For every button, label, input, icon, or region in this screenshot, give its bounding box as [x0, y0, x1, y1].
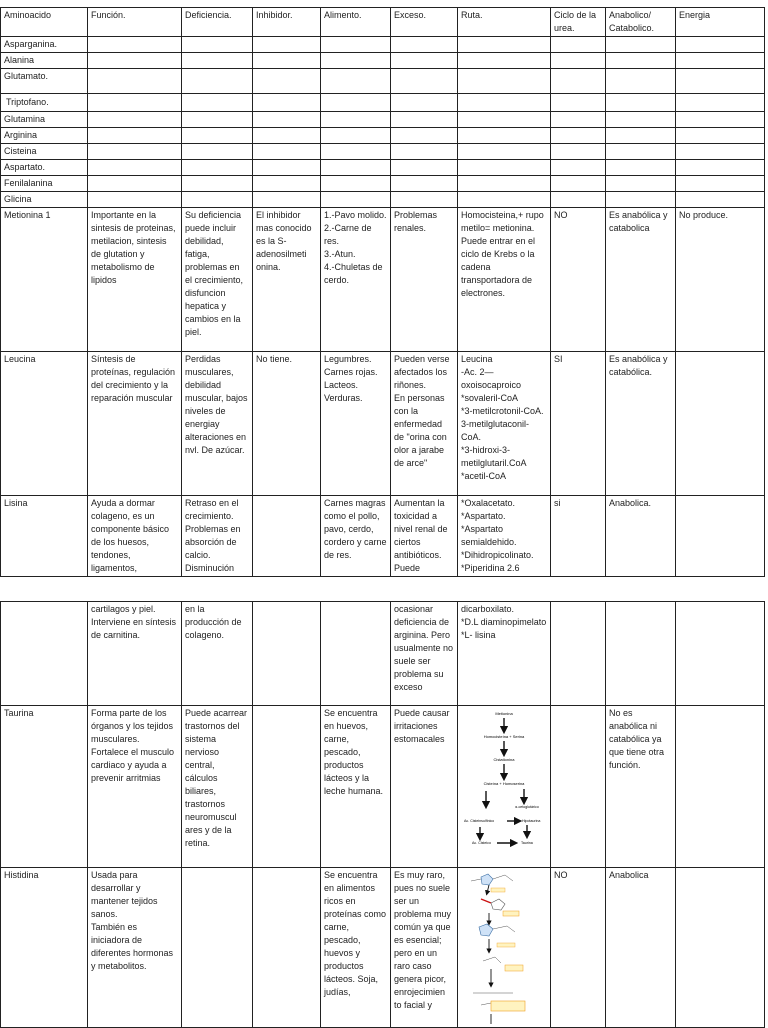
- cell-alimento: Se encuentra en huevos, carne, pescado, productos lácteos y la leche humana.: [321, 706, 391, 868]
- table-row-taurina: [1, 706, 765, 868]
- table-row: [1, 160, 765, 176]
- cell-deficiencia: Su deficiencia puede incluir debilidad, fatiga, problemas en el crecimiento, disfuncion hepatica y cambios en la piel.: [182, 208, 253, 352]
- row-name: Glicina: [1, 192, 88, 208]
- row-name: Triptofano.: [1, 94, 88, 112]
- cell-name: Taurina: [1, 706, 88, 868]
- cell-alimento: Se encuentra en alimentos ricos en proteínas como carne, pescado, huevos y productos lácteos. Soja, judías,: [321, 868, 391, 1028]
- header-alimento: Alimento.: [321, 8, 391, 37]
- cell-name: Lisina: [1, 496, 88, 577]
- cell-inhibidor: El inhibidor mas conocido es la S-adenosilmeti onina.: [253, 208, 321, 352]
- taurine-pathway-diagram: [458, 706, 551, 868]
- table-row-leucina: [1, 352, 765, 496]
- histidine-pathway-svg: [461, 869, 547, 1025]
- cell-name: Metionina 1: [1, 208, 88, 352]
- cell-funcion: Forma parte de los órganos y los tejidos musculares. Fortalece el musculo cardiaco y ayuda a prevenir arritmias: [88, 706, 182, 868]
- row-name: Cisteina: [1, 144, 88, 160]
- cell-anabolico: No es anabólica ni catabólica ya que tiene otra función.: [606, 706, 676, 868]
- cell-ruta: Homocisteina,+ rupo metilo= metionina. Puede entrar en el ciclo de Krebs o la cadena transportadora de electrones.: [458, 208, 551, 352]
- pathway-step: Homocisteína + Serina: [483, 734, 525, 739]
- cell-exceso: Pueden verse afectados los riñones. En personas con la enfermedad de "orina con olor a jarabe de arce": [391, 352, 458, 496]
- cell-alimento: Carnes magras como el pollo, pavo, cerdo, cordero y carne de res.: [321, 496, 391, 577]
- taurine-pathway-svg: [461, 707, 547, 862]
- cell-anabolico: Anabolica: [606, 868, 676, 1028]
- pathway-step: Metionina: [495, 711, 513, 716]
- table-row: [1, 112, 765, 128]
- cell-funcion: Importante en la sintesis de proteinas, metilacion, sintesis de glutation y metabolismo de lipidos: [88, 208, 182, 352]
- header-deficiencia: Deficiencia.: [182, 8, 253, 37]
- row-name: Arginina: [1, 128, 88, 144]
- cell-name: Leucina: [1, 352, 88, 496]
- table-row-lisina: [1, 496, 765, 577]
- cell-ruta: dicarboxilato. *D.L diaminopimelato *L- lisina: [458, 602, 551, 706]
- table-row: [1, 37, 765, 53]
- cell-energia: [676, 496, 765, 577]
- row-name: Fenilalanina: [1, 176, 88, 192]
- pathway-step: Taurina: [521, 841, 533, 845]
- cell-anabolico: Es anabólica y catabolica: [606, 208, 676, 352]
- pathway-step: Hipotaurina: [522, 819, 541, 823]
- table-row: [1, 176, 765, 192]
- header-funcion: Función.: [88, 8, 182, 37]
- table-row-lisina-continued: [1, 602, 765, 706]
- table-row: [1, 128, 765, 144]
- table-row-metionina: [1, 208, 765, 352]
- pathway-step: Ac. Cisteico: [472, 841, 491, 845]
- cell-funcion: Usada para desarrollar y mantener tejidos sanos. También es iniciadora de diferentes hormonas y metabolitos.: [88, 868, 182, 1028]
- header-row: [1, 8, 765, 37]
- cell-exceso: Puede causar irritaciones estomacales: [391, 706, 458, 868]
- cell-funcion: Síntesis de proteínas, regulación del crecimiento y la reparación muscular: [88, 352, 182, 496]
- row-name: Alanina: [1, 53, 88, 69]
- header-ciclo-urea: Ciclo de la urea.: [551, 8, 606, 37]
- cell-urea: SI: [551, 352, 606, 496]
- cell-exceso: Aumentan la toxicidad a nivel renal de ciertos antibióticos. Puede: [391, 496, 458, 577]
- cell-energia: [676, 352, 765, 496]
- cell-ruta: *Oxalacetato. *Aspartato. *Aspartato semialdehido. *Dihidropicolinato. *Piperidina 2.6: [458, 496, 551, 577]
- table-row: [1, 144, 765, 160]
- row-name: Glutamina: [1, 112, 88, 128]
- cell-deficiencia: en la producción de colageno.: [182, 602, 253, 706]
- header-anabolico: Anabolico/ Catabolico.: [606, 8, 676, 37]
- cell-deficiencia: Perdidas musculares, debilidad muscular, bajos niveles de energiay alteraciones en nvl. De azúcar.: [182, 352, 253, 496]
- row-name: Aspartato.: [1, 160, 88, 176]
- header-inhibidor: Inhibidor.: [253, 8, 321, 37]
- histidine-pathway-image: [458, 868, 551, 1028]
- row-name: Asparganina.: [1, 37, 88, 53]
- cell-deficiencia: Retraso en el crecimiento. Problemas en absorción de calcio. Disminución: [182, 496, 253, 577]
- pathway-step: Cisteína + Homoserina: [483, 781, 525, 786]
- amino-acid-table-page2: [0, 601, 765, 1028]
- row-name: Glutamato.: [1, 69, 88, 94]
- cell-anabolico: Anabolica.: [606, 496, 676, 577]
- cell-urea: si: [551, 496, 606, 577]
- cell-funcion: Ayuda a dormar colageno, es un componente básico de los huesos, tendones, ligamentos,: [88, 496, 182, 577]
- cell-funcion: cartilagos y piel. Interviene en síntesis de carnitina.: [88, 602, 182, 706]
- cell-exceso: Es muy raro, pues no suele ser un problema muy común ya que es esencial; pero en un raro caso genera picor, enrojecimien to facial y: [391, 868, 458, 1028]
- header-ruta: Ruta.: [458, 8, 551, 37]
- cell-deficiencia: Puede acarrear trastornos del sistema nervioso central, cálculos biliares, trastornos neuromuscul ares y de la retina.: [182, 706, 253, 868]
- cell-anabolico: Es anabólica y catabólica.: [606, 352, 676, 496]
- cell-urea: NO: [551, 868, 606, 1028]
- header-aminoacido: Aminoacido: [1, 8, 88, 37]
- table-row: [1, 53, 765, 69]
- table-row: [1, 69, 765, 94]
- cell-energia: No produce.: [676, 208, 765, 352]
- table-row: [1, 192, 765, 208]
- table-row: [1, 94, 765, 112]
- cell-inhibidor: [253, 496, 321, 577]
- cell-name: Histidina: [1, 868, 88, 1028]
- header-exceso: Exceso.: [391, 8, 458, 37]
- table-row-histidina: [1, 868, 765, 1028]
- header-energia: Energia: [676, 8, 765, 37]
- cell-ruta: Leucina -Ac. 2—oxoisocaproico *sovaleril-CoA *3-metilcrotonil-CoA. 3-metilglutaconil-CoA. *3-hidroxi-3-metilglutaril.CoA *acetil-CoA: [458, 352, 551, 496]
- pathway-step: α-cetoglutárico: [515, 805, 539, 809]
- pathway-step: Ac. Cisteinsulfinico: [464, 819, 495, 823]
- cell-inhibidor: No tiene.: [253, 352, 321, 496]
- cell-alimento: 1.-Pavo molido. 2.-Carne de res. 3.-Atun. 4.-Chuletas de cerdo.: [321, 208, 391, 352]
- pathway-step: Cistationina: [493, 757, 515, 762]
- cell-exceso: Problemas renales.: [391, 208, 458, 352]
- cell-alimento: Legumbres. Carnes rojas. Lacteos. Verduras.: [321, 352, 391, 496]
- cell-urea: NO: [551, 208, 606, 352]
- cell-exceso: ocasionar deficiencia de arginina. Pero usualmente no suele ser problema su exceso: [391, 602, 458, 706]
- amino-acid-table-page1: [0, 7, 765, 577]
